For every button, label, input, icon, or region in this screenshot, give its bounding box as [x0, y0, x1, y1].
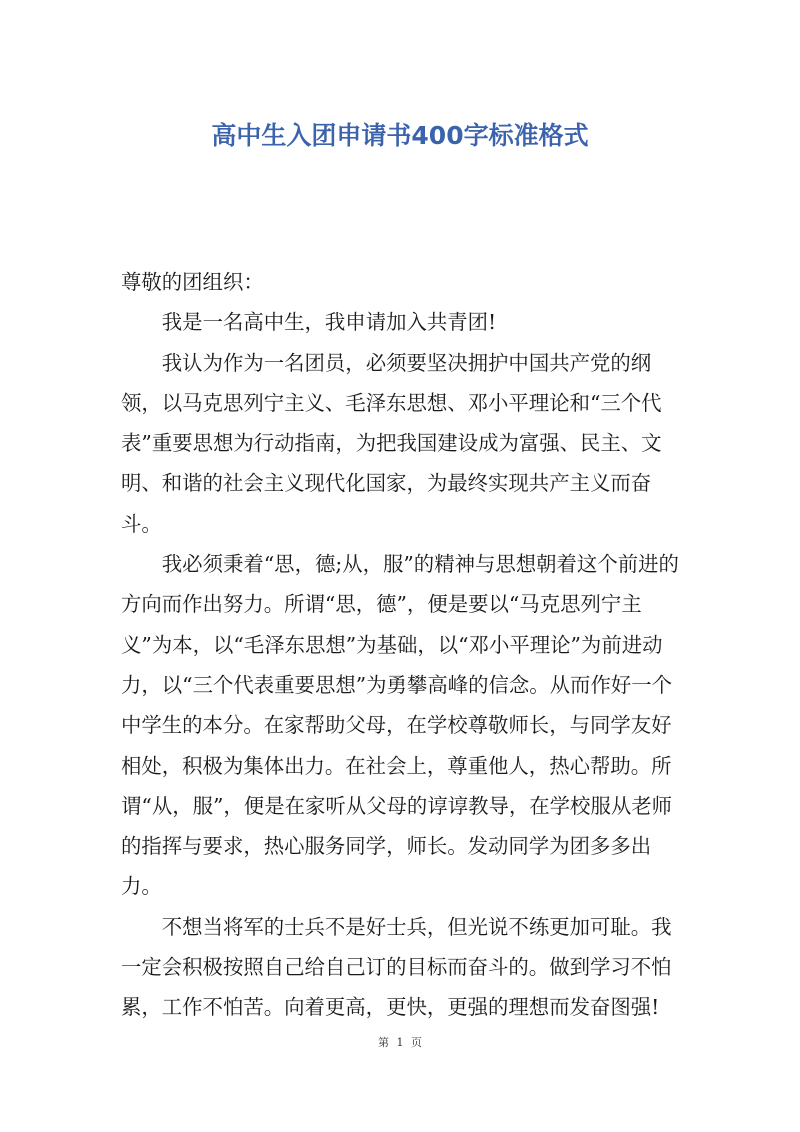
salutation: 尊敬的团组织：	[121, 270, 264, 294]
paragraph-2: 我认为作为一名团员，必须要坚决拥护中国共产党的纲领，以马克思列宁主义、毛泽东思想、邓小平理论和“三个代表”重要思想为行动指南，为把我国建设成为富强、民主、文明、和谐的社会主义现代化国家，为最终实现共产主义而奋斗。	[121, 350, 662, 536]
paragraph-3: 我必须秉着“思，德;从，服”的精神与思想朝着这个前进的方向而作出努力。所谓“思，德”，便是要以“马克思列宁主义”为本，以“毛泽东思想”为基础，以“邓小平理论”为前进动力，以“三个代表重要思想”为勇攀高峰的信念。从而作好一个中学生的本分。在家帮助父母，在学校尊敬师长，与同学友好相处，积极为集体出力。在社会上，尊重他人，热心帮助。所谓“从，服”，便是在家听从父母的谆谆教导，在学校服从老师的指挥与要求，热心服务同学，师长。发动同学为团多多出力。	[121, 552, 679, 899]
paragraph-4: 不想当将军的士兵不是好士兵，但光说不练更加可耻。我一定会积极按照自己给自己订的目标而奋斗的。做到学习不怕累，工作不怕苦。向着更高，更快，更强的理想而发奋图强!	[121, 914, 672, 1020]
document-title: 高中生入团申请书400字标准格式	[211, 121, 589, 150]
document-body	[121, 262, 683, 1028]
paragraph-1: 我是一名高中生，我申请加入共青团!	[161, 310, 497, 335]
page-number: 第 1 页	[378, 1036, 422, 1049]
